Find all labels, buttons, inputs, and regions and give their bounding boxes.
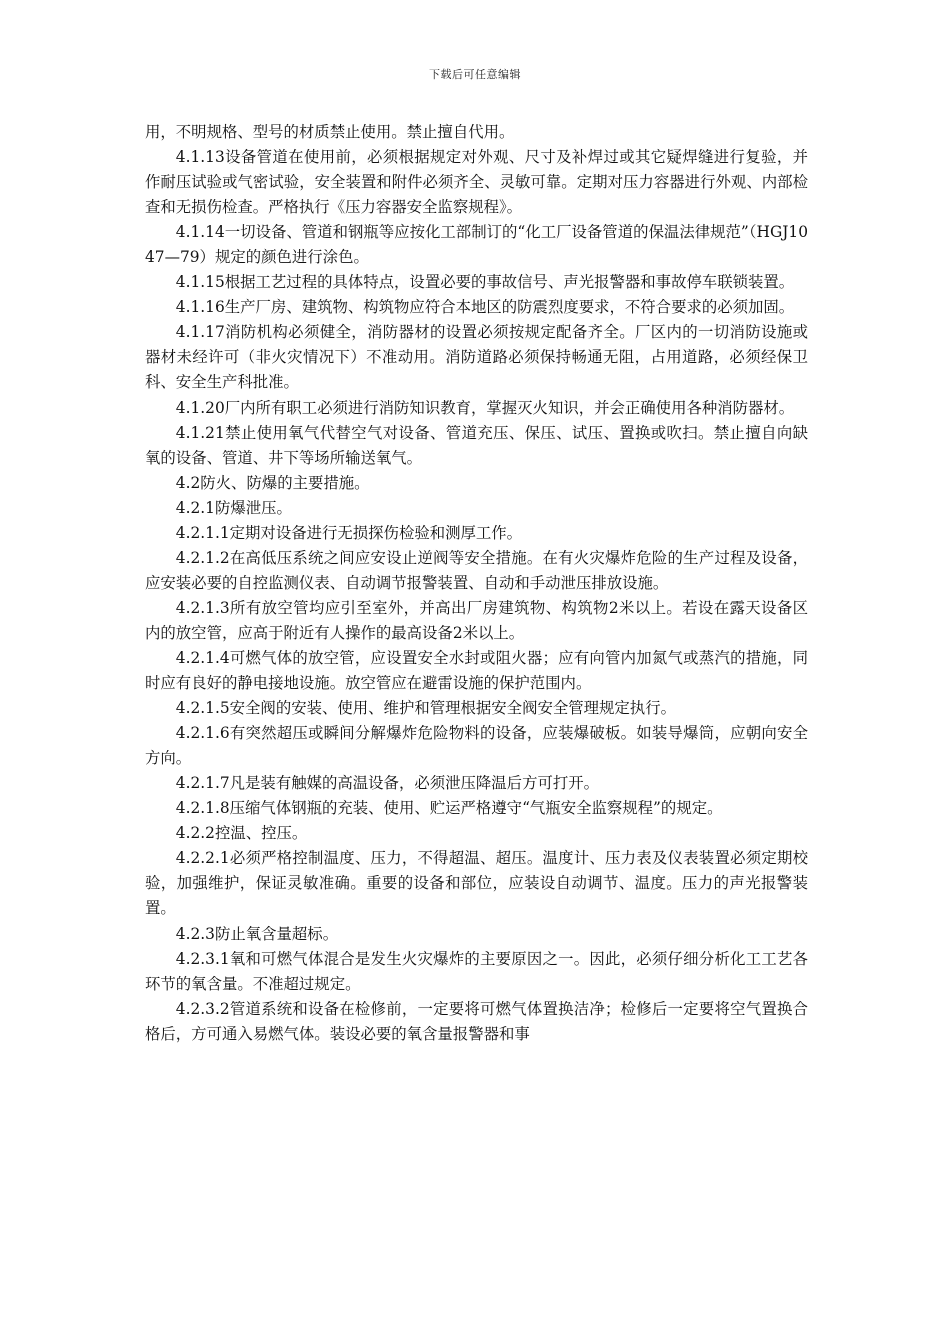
paragraph-4-1-16: 4.1.16生产厂房、建筑物、构筑物应符合本地区的防震烈度要求，不符合要求的必须加固。 (175, 298, 795, 317)
heading-4-2-1: 4.2.1防爆泄压。 (175, 498, 292, 517)
paragraph-4-1-20: 4.1.20厂内所有职工必须进行消防知识教育，掌握灭火知识，并会正确使用各种消防器材。 (175, 398, 795, 417)
paragraph-4-2-1-4: 4.2.1.4可燃气体的放空管，应设置安全水封或阻火器；应有向管内加氮气或蒸汽的措施，同时应有良好的静电接地设施。放空管应在避雷设施的保护范围内。 (145, 648, 808, 693)
paragraph-4-2-1-5: 4.2.1.5安全阀的安装、使用、维护和管理根据安全阀安全管理规定执行。 (175, 699, 676, 718)
heading-4-2-3: 4.2.3防止氧含量超标。 (175, 924, 339, 943)
paragraph-4-2-1-2: 4.2.1.2在高低压系统之间应安设止逆阀等安全措施。在有火灾爆炸危险的生产过程及设备，应安装必要的自控监测仪表、自动调节报警装置、自动和手动泄压排放设施。 (145, 548, 808, 592)
paragraph-4-1-21: 4.1.21禁止使用氧气代替空气对设备、管道充压、保压、试压、置换或吹扫。禁止擅自向缺氧的设备、管道、井下等场所输送氧气。 (145, 423, 808, 467)
paragraph-4-1-13: 4.1.13设备管道在使用前，必须根据规定对外观、尺寸及补焊过或其它疑焊缝进行复验，并作耐压试验或气密试验，安全装置和附件必须齐全、灵敏可靠。定期对压力容器进行外观、内部检查和无损伤检查。严格执行《压力容器安全监察规程》。 (145, 148, 808, 217)
paragraph-continued: 用，不明规格、型号的材质禁止使用。禁止擅自代用。 (145, 123, 515, 141)
paragraph-4-1-17: 4.1.17消防机构必须健全，消防器材的设置必须按规定配备齐全。厂区内的一切消防设施或器材未经许可（非火灾情况下）不准动用。消防道路必须保持畅通无阻，占用道路，必须经保卫科、安全生产科批准。 (145, 323, 808, 392)
paragraph-4-2-1-3: 4.2.1.3所有放空管均应引至室外，并高出厂房建筑物、构筑物2米以上。若设在露天设备区内的放空管，应高于附近有人操作的最高设备2米以上。 (145, 598, 808, 642)
document-body (145, 120, 808, 1047)
paragraph-4-2-1-8: 4.2.1.8压缩气体钢瓶的充装、使用、贮运严格遵守“气瓶安全监察规程”的规定。 (175, 799, 723, 818)
paragraph-4-2-3-1: 4.2.3.1氧和可燃气体混合是发生火灾爆炸的主要原因之一。因此，必须仔细分析化工工艺各环节的氧含量。不准超过规定。 (145, 949, 808, 993)
heading-4-2-2: 4.2.2控温、控压。 (175, 824, 308, 843)
page-header: 下载后可任意编辑 (429, 68, 521, 81)
paragraph-4-2-1-7: 4.2.1.7凡是装有触媒的高温设备，必须泄压降温后方可打开。 (175, 774, 600, 793)
paragraph-4-2-1-1: 4.2.1.1定期对设备进行无损探伤检验和测厚工作。 (175, 523, 523, 542)
paragraph-4-1-14: 4.1.14一切设备、管道和钢瓶等应按化工部制订的“化工厂设备管道的保温法律规范”（HGJ1047—79）规定的颜色进行涂色。 (145, 223, 808, 267)
paragraph-4-2-2-1: 4.2.2.1必须严格控制温度、压力，不得超温、超压。温度计、压力表及仪表装置必须定期校验，加强维护，保证灵敏准确。重要的设备和部位，应装设自动调节、温度。压力的声光报警装置。 (145, 849, 808, 918)
paragraph-4-2-1-6: 4.2.1.6有突然超压或瞬间分解爆炸危险物料的设备，应装爆破板。如装导爆筒，应朝向安全方向。 (145, 724, 808, 768)
paragraph-4-1-15: 4.1.15根据工艺过程的具体特点，设置必要的事故信号、声光报警器和事故停车联锁装置。 (175, 273, 795, 292)
paragraph-4-2-3-2: 4.2.3.2管道系统和设备在检修前，一定要将可燃气体置换洁净；检修后一定要将空气置换合格后，方可通入易燃气体。装设必要的氧含量报警器和事 (145, 999, 808, 1043)
heading-4-2: 4.2防火、防爆的主要措施。 (175, 473, 370, 492)
